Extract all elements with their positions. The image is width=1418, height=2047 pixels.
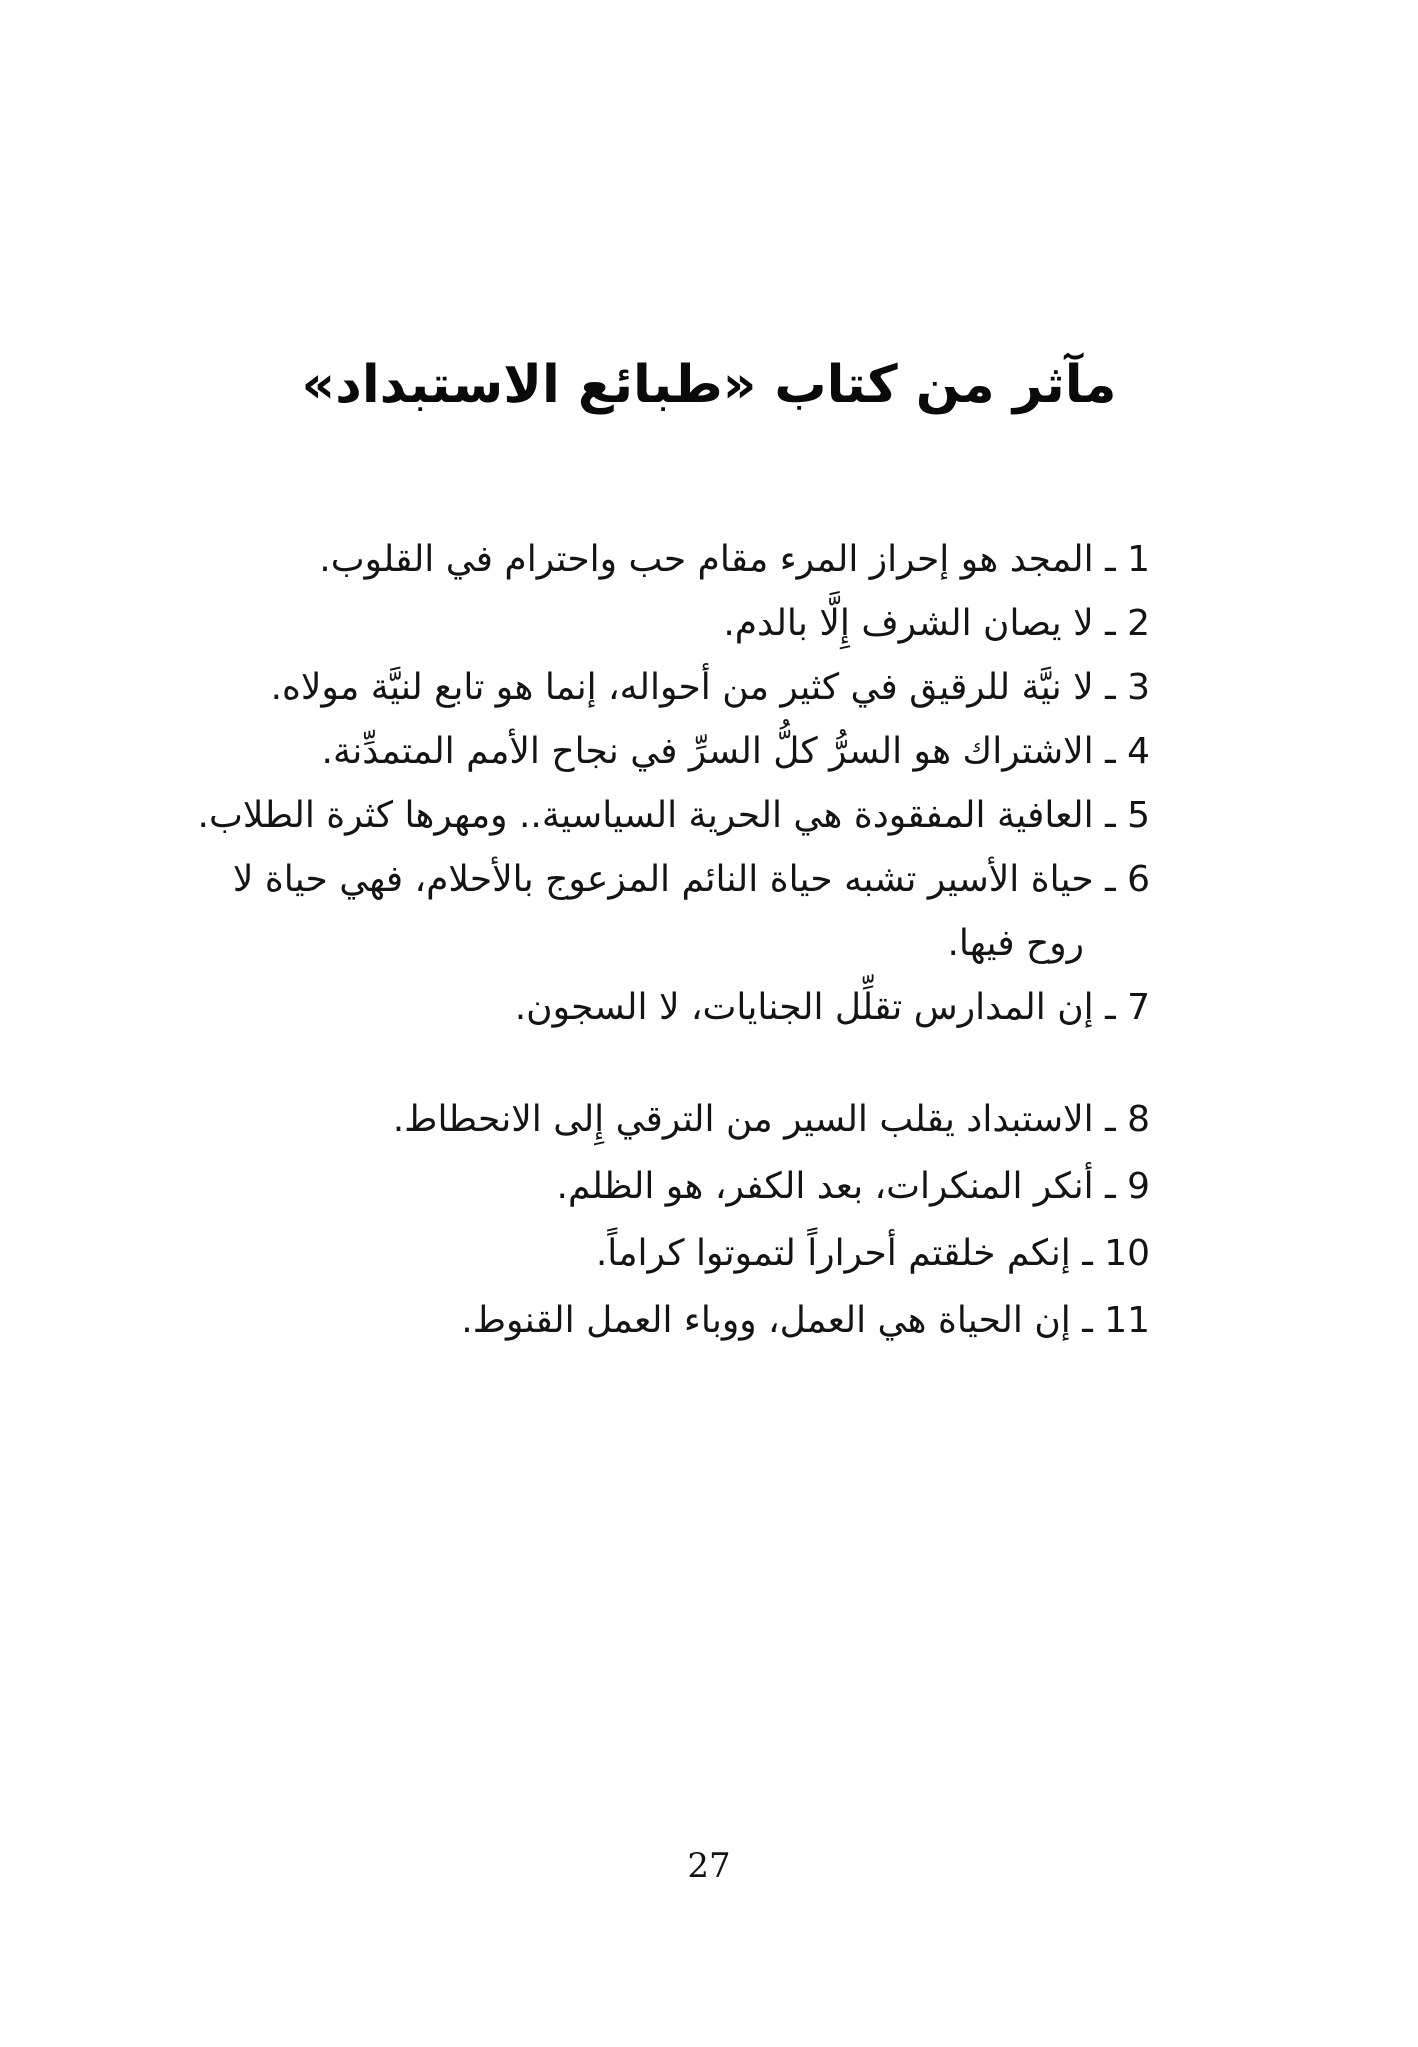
list-item-3: 3 ـ لا نيَّة للرقيق في كثير من أحواله، إنما هو تابع لنيَّة مولاه.	[270, 667, 1150, 708]
list-item-6: 6 ـ حياة الأسير تشبه حياة النائم المزعوج بالأحلام، فهي حياة لا	[232, 859, 1150, 900]
list-item-6-continuation: روح فيها.	[947, 923, 1084, 964]
list-item-1: 1 ـ المجد هو إحراز المرء مقام حب واحترام في القلوب.	[319, 539, 1150, 580]
list-item-4: 4 ـ الاشتراك هو السرُّ كلُّ السرِّ في نجاح الأمم المتمدِّنة.	[321, 731, 1150, 772]
list-item-2: 2 ـ لا يصان الشرف إِلَّا بالدم.	[723, 603, 1150, 644]
page-number: 27	[687, 1846, 731, 1886]
list-item-8: 8 ـ الاستبداد يقلب السير من الترقي إِلى الانحطاط.	[392, 1099, 1150, 1140]
list-item-7: 7 ـ إن المدارس تقلِّل الجنايات، لا السجون.	[514, 987, 1150, 1028]
list-item-10: 10 ـ إنكم خلقتم أحراراً لتموتوا كراماً.	[595, 1233, 1150, 1274]
list-item-11: 11 ـ إن الحياة هي العمل، ووباء العمل القنوط.	[461, 1300, 1150, 1341]
list-item-5: 5 ـ العافية المفقودة هي الحرية السياسية.. ومهرها كثرة الطلاب.	[197, 795, 1150, 836]
aphorism-list	[110, 528, 1150, 1354]
list-item-9: 9 ـ أنكر المنكرات، بعد الكفر، هو الظلم.	[556, 1166, 1150, 1207]
page-title: مآثر من كتاب «طبائع الاستبداد»	[301, 355, 1117, 415]
